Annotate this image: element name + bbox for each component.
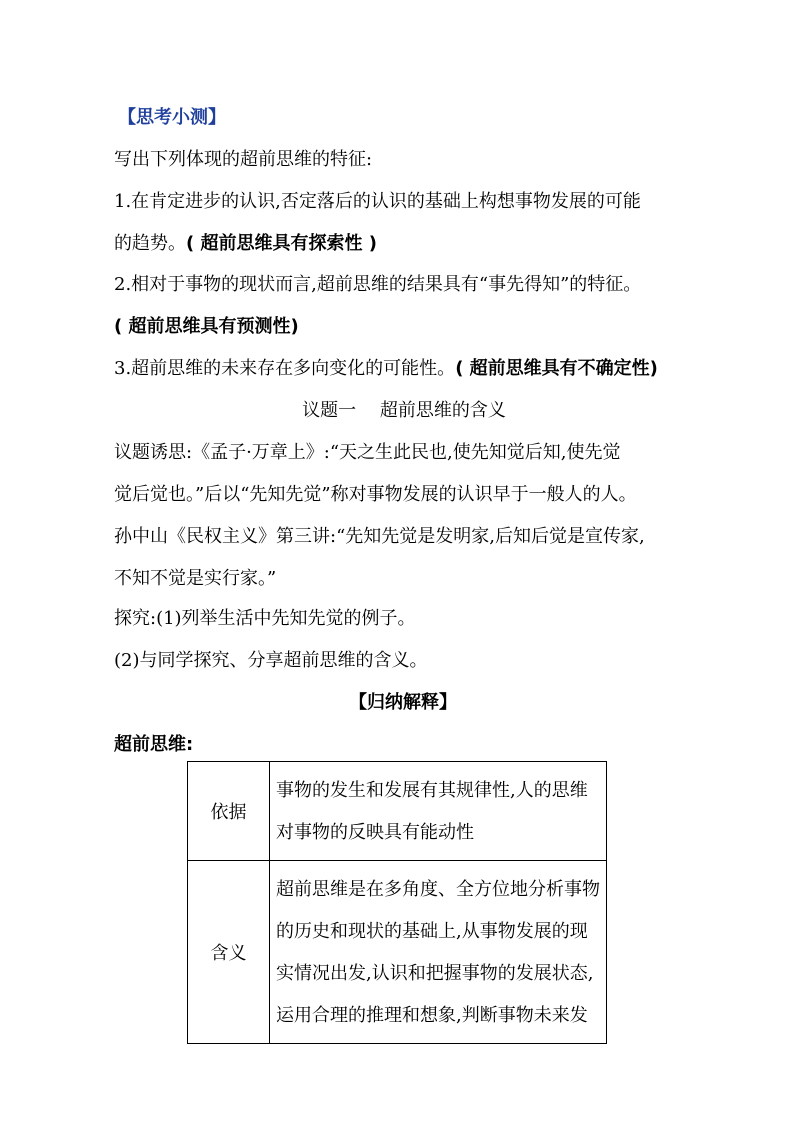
item-1-line-2 (114, 232, 694, 256)
item-2-line-1: 2.相对于事物的现状而言,超前思维的结果具有“事先得知”的特征。 (114, 274, 642, 295)
item-3-text: 3.超前思维的未来存在多向变化的可能性。 (114, 358, 456, 379)
item-1-line-1: 1.在肯定进步的认识,否定落后的认识的基础上构想事物发展的可能 (114, 191, 641, 212)
explore-question-2: (2)与同学探究、分享超前思维的含义。 (114, 650, 428, 671)
inducement-line-3: 孙中山《民权主义》第三讲:“先知先觉是发明家,后知后觉是宣传家, (114, 526, 645, 547)
section-heading: 【思考小测】 (118, 107, 226, 128)
meaning-line-3: 实情况出发,认识和把握事物的发展状态, (276, 963, 594, 984)
item-1-answer: ( 超前思维具有探索性 ) (186, 233, 377, 254)
item-3-answer: ( 超前思维具有不确定性) (455, 358, 658, 379)
basis-line-1: 事物的发生和发展有其规律性,人的思维 (276, 780, 588, 801)
meaning-line-2: 的历史和现状的基础上,从事物发展的现 (276, 921, 588, 942)
item-2-answer: ( 超前思维具有预测性) (114, 316, 299, 337)
explore-question-1: 探究:(1)列举生活中先知先觉的例子。 (114, 608, 416, 629)
item-1-line-2-text: 的趋势。 (114, 233, 186, 254)
topic-title: 议题一 超前思维的含义 (302, 400, 506, 421)
basis-line-2: 对事物的反映具有能动性 (276, 822, 474, 843)
summary-heading: 【归纳解释】 (349, 692, 457, 713)
meaning-line-4: 运用合理的推理和想象,判断事物未来发 (276, 1005, 588, 1026)
inducement-line-4: 不知不觉是实行家。” (114, 568, 277, 589)
prompt-text: 写出下列体现的超前思维的特征: (114, 149, 373, 170)
row-head-meaning: 含义 (188, 861, 270, 1044)
concept-label: 超前思维: (114, 734, 194, 755)
row-head-basis: 依据 (188, 762, 270, 861)
item-3-line-1 (114, 357, 694, 381)
table-row-basis (188, 762, 607, 861)
table-row-meaning (188, 861, 607, 1044)
inducement-line-1: 议题诱思:《孟子·万章上》:“天之生此民也,使先知觉后知,使先觉 (114, 442, 621, 463)
row-body-meaning (270, 861, 607, 1044)
concept-table (187, 761, 607, 1044)
inducement-line-2: 觉后觉也。”后以“先知先觉”称对事物发展的认识早于一般人的人。 (114, 484, 637, 505)
row-body-basis (270, 762, 607, 861)
meaning-line-1: 超前思维是在多角度、全方位地分析事物 (276, 879, 600, 900)
